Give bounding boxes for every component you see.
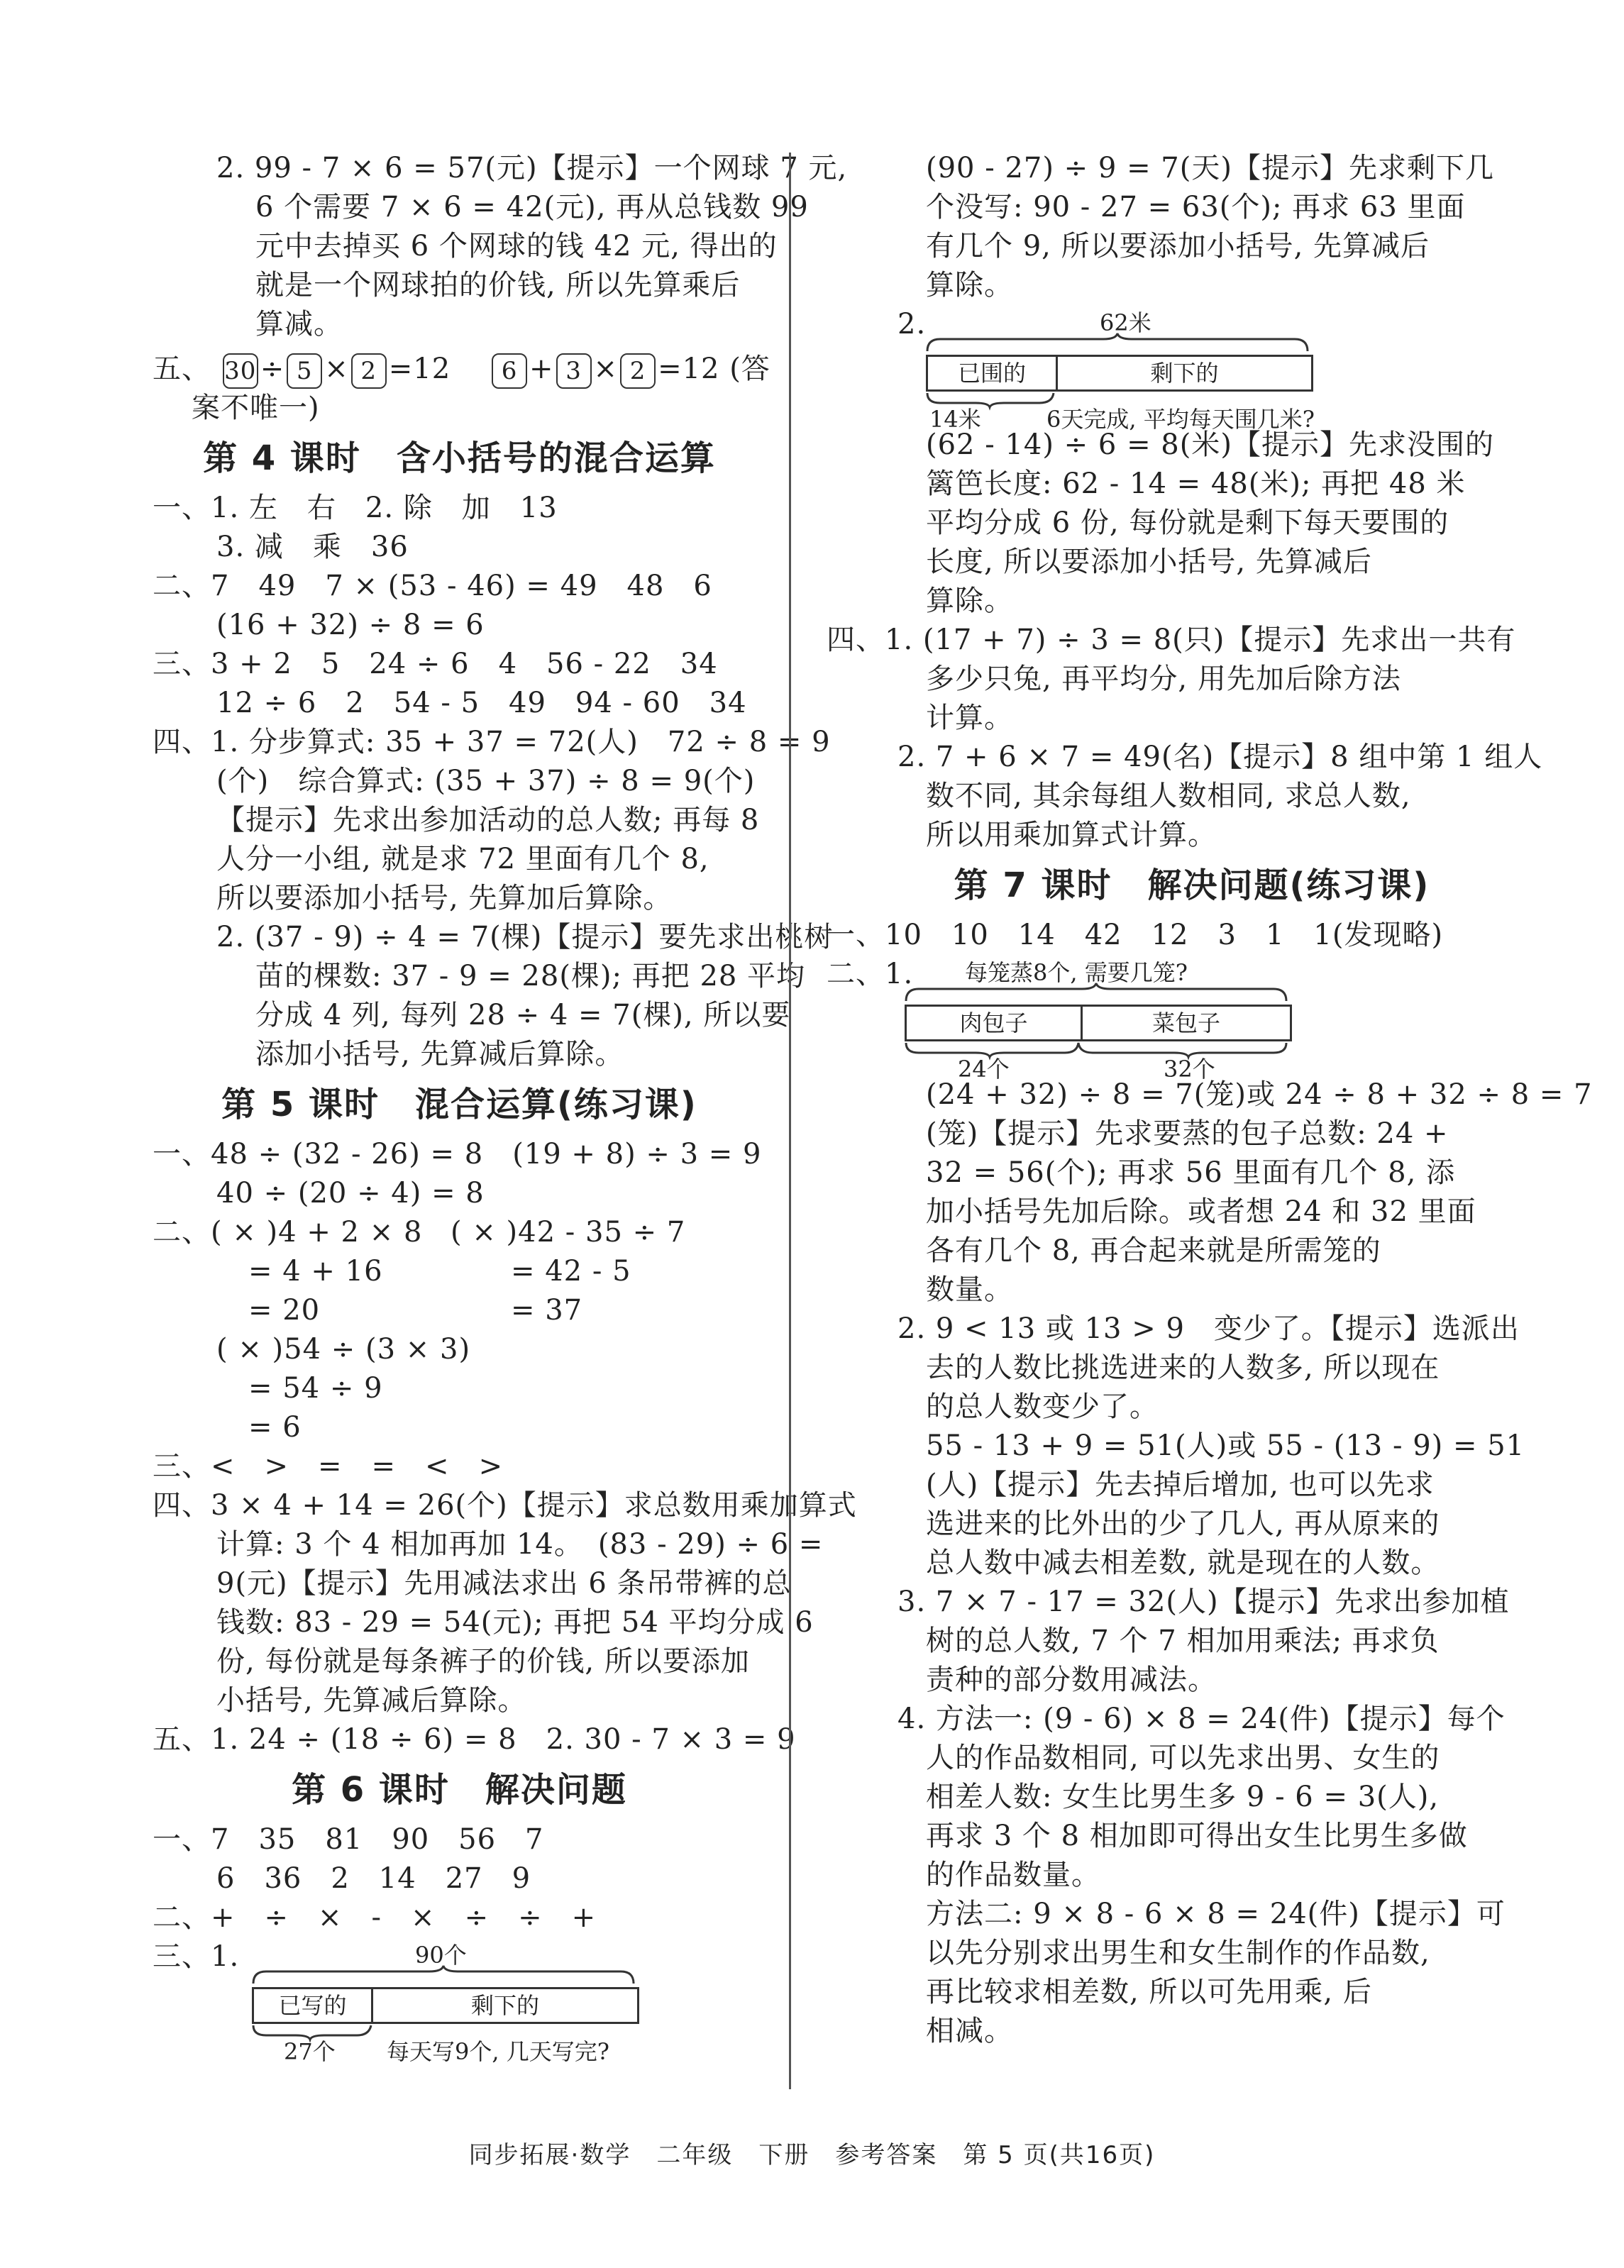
diagram-bar xyxy=(252,1987,639,2024)
text-line: 的作品数量。 xyxy=(926,1859,1100,1891)
line-diagram-1 xyxy=(153,1937,766,2065)
text-line: 就是一个网球拍的价钱, 所以先算乘后 xyxy=(255,269,741,302)
diagram-total-label: 90个 xyxy=(415,1942,467,1969)
text-line: 四、1. (17 + 7) ÷ 3 = 8(只)【提示】先求出一共有 xyxy=(827,624,1516,656)
diagram-segment: 剩下的 xyxy=(1150,360,1219,387)
text-line: 苗的棵数: 37 - 9 = 28(棵); 再把 28 平均 xyxy=(255,960,806,992)
text-line xyxy=(153,1252,766,1291)
text-line: 多少只兔, 再平均分, 用先加后除方法 xyxy=(926,663,1401,695)
text-line: 再求 3 个 8 相加即可得出女生比男生多做 xyxy=(926,1820,1468,1852)
text-line: 二、7 49 7 × (53 - 46) = 49 48 6 xyxy=(153,570,712,602)
text-line: = 54 ÷ 9 xyxy=(248,1372,383,1405)
line-diagram-2 xyxy=(887,305,1497,433)
text-line: 各有几个 8, 再合起来就是所需笼的 xyxy=(926,1234,1381,1267)
text-line: 二、1. xyxy=(827,958,914,990)
text-line: (个) 综合算式: (35 + 37) ÷ 8 = 9(个) xyxy=(216,765,756,797)
text-line xyxy=(153,1213,766,1252)
text-line: ( × )54 ÷ (3 × 3) xyxy=(216,1333,471,1366)
lesson-4-heading: 第 4 课时 含小括号的混合运算 xyxy=(203,438,716,478)
text-line: 一、1. 左 右 2. 除 加 13 xyxy=(153,492,558,524)
text-line: (62 - 14) ÷ 6 = 8(米)【提示】先求没围的 xyxy=(926,428,1494,461)
text-line: 2. (37 - 9) ÷ 4 = 7(棵)【提示】要先求出桃树 xyxy=(216,921,834,953)
column-divider xyxy=(789,153,791,2089)
text-line: 计算: 3 个 4 相加再加 14。 (83 - 29) ÷ 6 = xyxy=(216,1528,824,1561)
text-line: 算除。 xyxy=(926,585,1013,617)
text-line: 3. 7 × 7 - 17 = 32(人)【提示】先求出参加植 xyxy=(897,1586,1510,1618)
text-line: 责种的部分数用减法。 xyxy=(926,1664,1217,1696)
text-line: 算减。 xyxy=(255,308,343,341)
text-line: 2. 7 + 6 × 7 = 49(名)【提示】8 组中第 1 组人 xyxy=(897,741,1543,773)
text-line: (人)【提示】先去掉后增加, 也可以先求 xyxy=(926,1468,1435,1501)
text-line: 6 个需要 7 × 6 = 42(元), 再从总钱数 99 xyxy=(255,191,809,223)
gear-number: 30 xyxy=(223,353,258,389)
gear-number: 6 xyxy=(492,353,527,389)
top-brace xyxy=(905,983,1288,1005)
section-five: 五、 30 ÷ 5 × 2 =12 6 + 3 × 2 =12 (答 xyxy=(153,350,766,389)
diagram-bar xyxy=(905,1005,1292,1041)
lesson-6-heading: 第 6 课时 解决问题 xyxy=(292,1770,627,1810)
gear-number: 2 xyxy=(620,353,656,389)
text-line: 三、< > = = < > xyxy=(153,1450,504,1483)
text-line: 6 36 2 14 27 9 xyxy=(216,1862,531,1895)
text-line: 去的人数比挑选进来的人数多, 所以现在 xyxy=(926,1351,1440,1384)
text-line: 二、+ ÷ × - × ÷ ÷ + xyxy=(153,1901,597,1934)
text-line: (笼)【提示】先求要蒸的包子总数: 24 + xyxy=(926,1117,1449,1150)
diagram-segment: 已写的 xyxy=(254,1989,373,2022)
text-line: = 6 xyxy=(248,1411,302,1444)
text-line: 9(元)【提示】先用减法求出 6 条吊带裤的总 xyxy=(216,1567,792,1600)
diagram-segment: 已围的 xyxy=(928,357,1058,389)
text-line: 添加小括号, 先算减后算除。 xyxy=(255,1038,624,1071)
text-line: 篱笆长度: 62 - 14 = 48(米); 再把 48 米 xyxy=(926,468,1466,500)
diagram-question: 6天完成, 平均每天围几米? xyxy=(1046,406,1315,433)
diagram-segment: 剩下的 xyxy=(470,1992,539,2019)
result: =12 (答 xyxy=(658,353,770,385)
diagram-bar xyxy=(926,355,1313,392)
text-line: 32 = 56(个); 再求 56 里面有几个 8, 添 xyxy=(926,1156,1456,1189)
diagram-part-label: 27个 xyxy=(284,2038,336,2065)
calc-a-step: = 4 + 16 xyxy=(248,1255,383,1288)
text-line: 55 - 13 + 9 = 51(人)或 55 - (13 - 9) = 51 xyxy=(926,1429,1525,1462)
text-line: 【提示】先求出参加活动的总人数; 再每 8 xyxy=(216,804,760,836)
text-line: 算除。 xyxy=(926,269,1013,302)
text-line: 选进来的比外出的少了几人, 再从原来的 xyxy=(926,1508,1440,1540)
text-line: 份, 每份就是每条裤子的价钱, 所以要添加 xyxy=(216,1645,750,1678)
text-line: 2. xyxy=(897,308,927,341)
text-line: (24 + 32) ÷ 8 = 7(笼)或 24 ÷ 8 + 32 ÷ 8 = 7 xyxy=(926,1078,1593,1111)
text-line: 加小括号先加后除。或者想 24 和 32 里面 xyxy=(926,1195,1476,1228)
text-line: 分成 4 列, 每列 28 ÷ 4 = 7(棵), 所以要 xyxy=(255,999,791,1031)
text-line: 2. 9 < 13 或 13 > 9 变少了。【提示】选派出 xyxy=(897,1312,1520,1345)
text-line: 所以用乘加算式计算。 xyxy=(926,819,1217,851)
text-line: 12 ÷ 6 2 54 - 5 49 94 - 60 34 xyxy=(216,687,747,719)
gear-number: 2 xyxy=(351,353,387,389)
page-footer: 同步拓展·数学 二年级 下册 参考答案 第 5 页(共16页) xyxy=(468,2141,1156,2169)
diagram-total-label: 62米 xyxy=(1100,309,1151,336)
text-line: 四、3 × 4 + 14 = 26(个)【提示】求总数用乘加算式 xyxy=(153,1489,857,1522)
text-line: 数不同, 其余每组人数相同, 求总人数, xyxy=(926,780,1411,812)
section-five-prefix: 五、 xyxy=(153,353,211,385)
diagram-segment: 肉包子 xyxy=(907,1007,1083,1039)
text-line: 个没写: 90 - 27 = 63(个); 再求 63 里面 xyxy=(926,191,1466,223)
text-line: 三、3 + 2 5 24 ÷ 6 4 56 - 22 34 xyxy=(153,648,718,680)
calc-b-step: = 42 - 5 xyxy=(511,1255,631,1288)
text-line: 人的作品数相同, 可以先求出男、女生的 xyxy=(926,1742,1440,1774)
text-line: 所以要添加小括号, 先算加后算除。 xyxy=(216,882,673,914)
diagram-part-label: 14米 xyxy=(929,406,981,433)
text-line: 方法二: 9 × 8 - 6 × 8 = 24(件)【提示】可 xyxy=(926,1898,1506,1930)
text-line: 3. 减 乘 36 xyxy=(216,531,409,563)
lesson-7-heading: 第 7 课时 解决问题(练习课) xyxy=(954,865,1430,905)
text-line: 案不唯一) xyxy=(192,392,320,424)
text-line: (90 - 27) ÷ 9 = 7(天)【提示】先求剩下几 xyxy=(926,152,1494,184)
text-line: 计算。 xyxy=(926,702,1013,734)
diagram-part-label: 24个 xyxy=(958,1056,1010,1083)
text-line: 元中去掉买 6 个网球的钱 42 元, 得出的 xyxy=(255,230,778,262)
text-line: 的总人数变少了。 xyxy=(926,1390,1159,1423)
text-line: 三、1. xyxy=(153,1940,240,1973)
calc-a: 二、( × )4 + 2 × 8 xyxy=(153,1216,423,1249)
left-column xyxy=(153,149,857,2065)
text-line: 人分一小组, 就是求 72 里面有几个 8, xyxy=(216,843,709,875)
text-line: 4. 方法一: (9 - 6) × 8 = 24(件)【提示】每个 xyxy=(897,1703,1506,1735)
text-line: 树的总人数, 7 个 7 相加用乘法; 再求负 xyxy=(926,1625,1440,1657)
text-line: 四、1. 分步算式: 35 + 37 = 72(人) 72 ÷ 8 = 9 xyxy=(153,726,831,758)
text-line: 平均分成 6 份, 每份就是剩下每天要围的 xyxy=(926,507,1449,539)
calc-b-step: = 37 xyxy=(511,1294,583,1327)
text-line: 以先分别求出男生和女生制作的作品数, xyxy=(926,1937,1430,1969)
result: =12 xyxy=(388,353,451,385)
diagram-question: 每天写9个, 几天写完? xyxy=(387,2038,609,2065)
text-line: 钱数: 83 - 29 = 54(元); 再把 54 平均分成 6 xyxy=(216,1606,814,1639)
text-line: 2. 99 - 7 × 6 = 57(元)【提示】一个网球 7 元, xyxy=(216,152,848,184)
text-line: 数量。 xyxy=(926,1273,1013,1306)
right-column xyxy=(827,149,1593,2051)
text-line: 一、7 35 81 90 56 7 xyxy=(153,1823,544,1856)
text-line: 五、1. 24 ÷ (18 ÷ 6) = 8 2. 30 - 7 × 3 = 9 xyxy=(153,1723,796,1756)
line-diagram-3 xyxy=(887,955,1497,1083)
calc-a-step: = 20 xyxy=(248,1294,321,1327)
text-line: 相差人数: 女生比男生多 9 - 6 = 3(人), xyxy=(926,1781,1440,1813)
text-line xyxy=(153,1291,766,1330)
text-line: 长度, 所以要添加小括号, 先算减后 xyxy=(926,546,1372,578)
text-line: 总人数中减去相差数, 就是现在的人数。 xyxy=(926,1547,1440,1579)
text-line: 40 ÷ (20 ÷ 4) = 8 xyxy=(216,1177,485,1210)
text-line: (16 + 32) ÷ 8 = 6 xyxy=(216,609,485,641)
lesson-5-heading: 第 5 课时 混合运算(练习课) xyxy=(221,1085,697,1124)
gear-number: 3 xyxy=(556,353,592,389)
diagram-part-label: 32个 xyxy=(1164,1056,1215,1083)
text-line: 有几个 9, 所以要添加小括号, 先算减后 xyxy=(926,230,1430,262)
diagram-segment: 菜包子 xyxy=(1151,1009,1220,1036)
top-brace xyxy=(926,333,1309,355)
text-line: 一、48 ÷ (32 - 26) = 8 (19 + 8) ÷ 3 = 9 xyxy=(153,1138,762,1171)
top-brace xyxy=(252,1966,635,1987)
text-line: 小括号, 先算减后算除。 xyxy=(216,1684,527,1717)
text-line: 再比较求相差数, 所以可先用乘, 后 xyxy=(926,1976,1372,2008)
diagram-question: 每笼蒸8个, 需要几笼? xyxy=(965,959,1188,986)
calc-b: ( × )42 - 35 ÷ 7 xyxy=(451,1216,686,1249)
text-line: 相减。 xyxy=(926,2015,1013,2047)
gear-number: 5 xyxy=(287,353,322,389)
text-line: 一、10 10 14 42 12 3 1 1(发现略) xyxy=(827,919,1444,951)
